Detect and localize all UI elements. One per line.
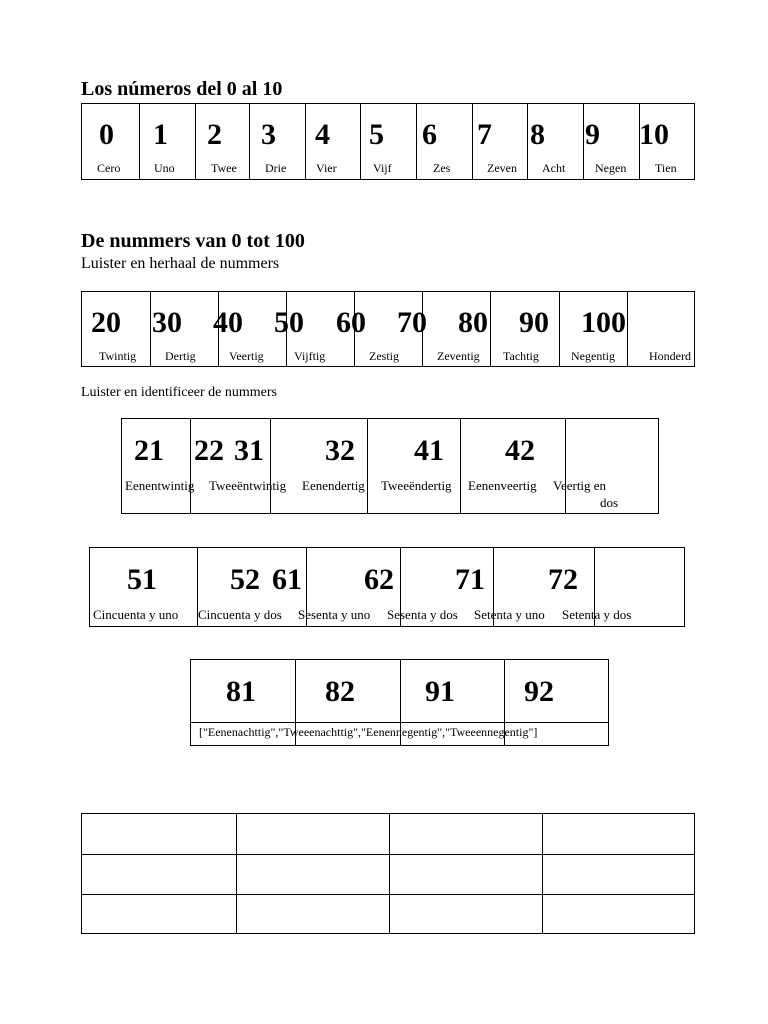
divider bbox=[249, 104, 250, 179]
row-divider bbox=[82, 854, 694, 855]
number-cell-num: 2 bbox=[207, 118, 222, 151]
number-cell-word: Zes bbox=[433, 161, 451, 175]
identify-word: Eenendertig bbox=[302, 478, 365, 493]
section3-instruction: Luister en identificeer de nummers bbox=[81, 385, 277, 400]
divider bbox=[627, 292, 628, 366]
row-divider bbox=[191, 722, 608, 723]
identify-num: 22 bbox=[194, 434, 224, 467]
tens-num: 50 bbox=[274, 306, 304, 339]
number-cell-num: 0 bbox=[99, 118, 114, 151]
tens-word: Negentig bbox=[571, 349, 615, 363]
tens-word: Zeventig bbox=[437, 349, 480, 363]
identify-num: 91 bbox=[425, 675, 455, 708]
identify-table-row1 bbox=[121, 418, 659, 514]
identify-word: Sesenta y dos bbox=[387, 607, 458, 622]
section2-subtitle: Luister en herhaal de nummers bbox=[81, 255, 280, 272]
number-cell-num: 1 bbox=[153, 118, 168, 151]
numbers-tens-table bbox=[81, 291, 695, 367]
identify-num: 51 bbox=[127, 563, 157, 596]
identify-num: 42 bbox=[505, 434, 535, 467]
row-divider bbox=[82, 894, 694, 895]
tens-num: 80 bbox=[458, 306, 488, 339]
tens-num: 20 bbox=[91, 306, 121, 339]
identify-word: Tweeëndertig bbox=[381, 478, 452, 493]
number-cell-word: Zeven bbox=[487, 161, 517, 175]
tens-word: Twintig bbox=[99, 349, 137, 363]
number-cell-word: Twee bbox=[211, 161, 237, 175]
divider bbox=[559, 292, 560, 366]
divider bbox=[527, 104, 528, 179]
identify-word: dos bbox=[600, 495, 619, 510]
identify-word: Veertig en bbox=[553, 478, 607, 493]
numbers-0-10-table bbox=[81, 103, 695, 180]
tens-word: Dertig bbox=[165, 349, 196, 363]
identify-num: 21 bbox=[134, 434, 164, 467]
divider bbox=[236, 814, 237, 933]
tens-num: 40 bbox=[213, 306, 243, 339]
identify-word: Cincuenta y dos bbox=[198, 607, 282, 622]
identify-word: Cincuenta y uno bbox=[93, 607, 179, 622]
identify-num: 92 bbox=[524, 675, 554, 708]
tens-num: 90 bbox=[519, 306, 549, 339]
number-cell-num: 9 bbox=[585, 118, 600, 151]
divider bbox=[542, 814, 543, 933]
identify-num: 82 bbox=[325, 675, 355, 708]
divider bbox=[150, 292, 151, 366]
identify-num: 41 bbox=[414, 434, 444, 467]
number-cell-num: 4 bbox=[315, 118, 330, 151]
identify-word: Setenta y uno bbox=[474, 607, 545, 622]
tens-num: 100 bbox=[581, 306, 626, 339]
tens-word: Tachtig bbox=[503, 349, 539, 363]
identify-words-line: ["Eenenachttig","Tweeenachttig","Eenennegentig","Tweeennegentig"] bbox=[199, 725, 538, 739]
identify-num: 62 bbox=[364, 563, 394, 596]
identify-word: Setenta y dos bbox=[562, 607, 632, 622]
identify-num: 52 bbox=[230, 563, 260, 596]
number-cell-word: Vijf bbox=[373, 161, 392, 175]
divider bbox=[360, 104, 361, 179]
identify-table-row2 bbox=[89, 547, 685, 627]
number-cell-num: 3 bbox=[261, 118, 276, 151]
tens-word: Zestig bbox=[369, 349, 399, 363]
divider bbox=[389, 814, 390, 933]
identify-num: 71 bbox=[455, 563, 485, 596]
divider bbox=[305, 104, 306, 179]
identify-num: 81 bbox=[226, 675, 256, 708]
number-cell-word: Cero bbox=[97, 161, 121, 175]
identify-word: Eenenveertig bbox=[468, 478, 537, 493]
divider bbox=[490, 292, 491, 366]
divider bbox=[416, 104, 417, 179]
divider bbox=[472, 104, 473, 179]
divider bbox=[565, 419, 566, 513]
identify-word: Sesenta y uno bbox=[298, 607, 371, 622]
number-cell-word: Tien bbox=[655, 161, 677, 175]
divider bbox=[583, 104, 584, 179]
section1-title: Los números del 0 al 10 bbox=[81, 78, 283, 100]
tens-num: 30 bbox=[152, 306, 182, 339]
number-cell-num: 7 bbox=[477, 118, 492, 151]
divider bbox=[195, 104, 196, 179]
divider bbox=[139, 104, 140, 179]
identify-table-row3 bbox=[190, 659, 609, 746]
section2-title: De nummers van 0 tot 100 bbox=[81, 230, 305, 252]
divider bbox=[367, 419, 368, 513]
number-cell-word: Negen bbox=[595, 161, 627, 175]
tens-num: 70 bbox=[397, 306, 427, 339]
number-cell-num: 5 bbox=[369, 118, 384, 151]
tens-num: 60 bbox=[336, 306, 366, 339]
answer-grid bbox=[81, 813, 695, 934]
number-cell-word: Vier bbox=[316, 161, 337, 175]
number-cell-word: Acht bbox=[542, 161, 566, 175]
tens-word: Veertig bbox=[229, 349, 264, 363]
number-cell-num: 10 bbox=[639, 118, 669, 151]
tens-word: Honderd bbox=[649, 349, 691, 363]
divider bbox=[190, 419, 191, 513]
number-cell-word: Drie bbox=[265, 161, 287, 175]
identify-num: 32 bbox=[325, 434, 355, 467]
identify-num: 61 bbox=[272, 563, 302, 596]
identify-word: Tweeëntwintig bbox=[209, 478, 287, 493]
tens-word: Vijftig bbox=[294, 349, 326, 363]
identify-num: 72 bbox=[548, 563, 578, 596]
identify-word: Eenentwintig bbox=[125, 478, 195, 493]
identify-num: 31 bbox=[234, 434, 264, 467]
number-cell-num: 8 bbox=[530, 118, 545, 151]
divider bbox=[460, 419, 461, 513]
divider bbox=[270, 419, 271, 513]
number-cell-num: 6 bbox=[422, 118, 437, 151]
number-cell-word: Uno bbox=[154, 161, 175, 175]
